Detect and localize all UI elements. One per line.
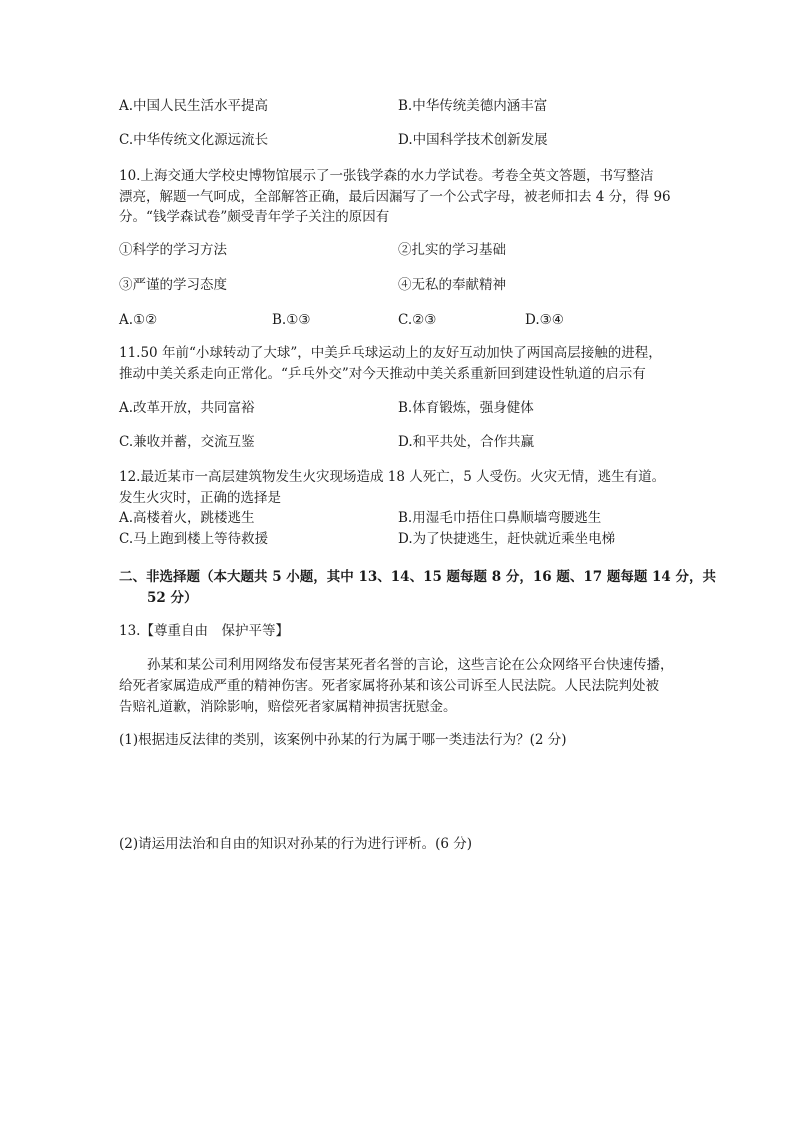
q13-material-line-1: 孙某和某公司利用网络发布侵害某死者名誉的言论，这些言论在公众网络平台快速传播， (147, 657, 674, 673)
q9-option-b: B.中华传统美德内涵丰富 (398, 98, 548, 114)
q11-option-d: D.和平共处，合作共赢 (398, 434, 535, 450)
q13-material-line-3: 告赔礼道歉，消除影响，赔偿死者家属精神损害抚慰金。 (119, 699, 457, 715)
q10-option-a: A.①② (119, 312, 158, 328)
q11-stem-line-2: 推动中美关系走向正常化。“乒乓外交”对今天推动中美关系重新回到建设性轨道的启示有 (119, 366, 646, 382)
q13-title: 13.【尊重自由 保护平等】 (119, 623, 289, 639)
q11-option-a: A.改革开放，共同富裕 (119, 400, 255, 416)
q12-stem-line-2: 发生火灾时，正确的选择是 (119, 490, 281, 506)
q12-option-b: B.用湿毛巾捂住口鼻顺墙弯腰逃生 (398, 510, 602, 526)
q12-option-a: A.高楼着火，跳楼逃生 (119, 510, 255, 526)
q10-stem-line-2: 漂亮，解题一气呵成，全部解答正确，最后因漏写了一个公式字母，被老师扣去 4 分，得 96 (119, 189, 671, 205)
q10-item-3: ③严谨的学习态度 (119, 277, 227, 293)
q10-stem-line-3: 分。“钱学森试卷”颇受青年学子关注的原因有 (119, 209, 390, 225)
q10-stem-line-1: 10.上海交通大学校史博物馆展示了一张钱学森的水力学试卷。考卷全英文答题，书写整洁 (119, 168, 654, 184)
q13-subquestion-1: (1)根据违反法律的类别，该案例中孙某的行为属于哪一类违法行为？(2 分) (119, 732, 567, 748)
q10-item-2: ②扎实的学习基础 (398, 242, 506, 258)
q9-option-a: A.中国人民生活水平提高 (119, 98, 269, 114)
q10-option-c: C.②③ (398, 312, 437, 328)
section-heading-line-1: 二、非选择题（本大题共 5 小题，其中 13、14、15 题每题 8 分，16 题、17 题每题 14 分，共 (119, 569, 717, 585)
q9-option-c: C.中华传统文化源远流长 (119, 132, 269, 148)
q13-material-line-2: 给死者家属造成严重的精神伤害。死者家属将孙某和该公司诉至人民法院。人民法院判处被 (119, 678, 659, 694)
q11-option-b: B.体育锻炼，强身健体 (398, 400, 534, 416)
section-heading-line-2: 52 分） (147, 590, 198, 606)
q11-option-c: C.兼收并蓄，交流互鉴 (119, 434, 255, 450)
q10-option-b: B.①③ (272, 312, 311, 328)
q13-subquestion-2: (2)请运用法治和自由的知识对孙某的行为进行评析。(6 分) (119, 836, 473, 852)
q10-item-4: ④无私的奉献精神 (398, 277, 506, 293)
q11-stem-line-1: 11.50 年前“小球转动了大球”，中美乒乓球运动上的友好互动加快了两国高层接触的进程， (119, 345, 662, 361)
q12-stem-line-1: 12.最近某市一高层建筑物发生火灾现场造成 18 人死亡，5 人受伤。火灾无情，逃生有道。 (119, 469, 666, 485)
q10-option-d: D.③④ (525, 312, 564, 328)
q9-option-d: D.中国科学技术创新发展 (398, 132, 548, 148)
q12-option-d: D.为了快捷逃生，赶快就近乘坐电梯 (398, 531, 616, 547)
q10-item-1: ①科学的学习方法 (119, 242, 227, 258)
q12-option-c: C.马上跑到楼上等待救援 (119, 531, 269, 547)
